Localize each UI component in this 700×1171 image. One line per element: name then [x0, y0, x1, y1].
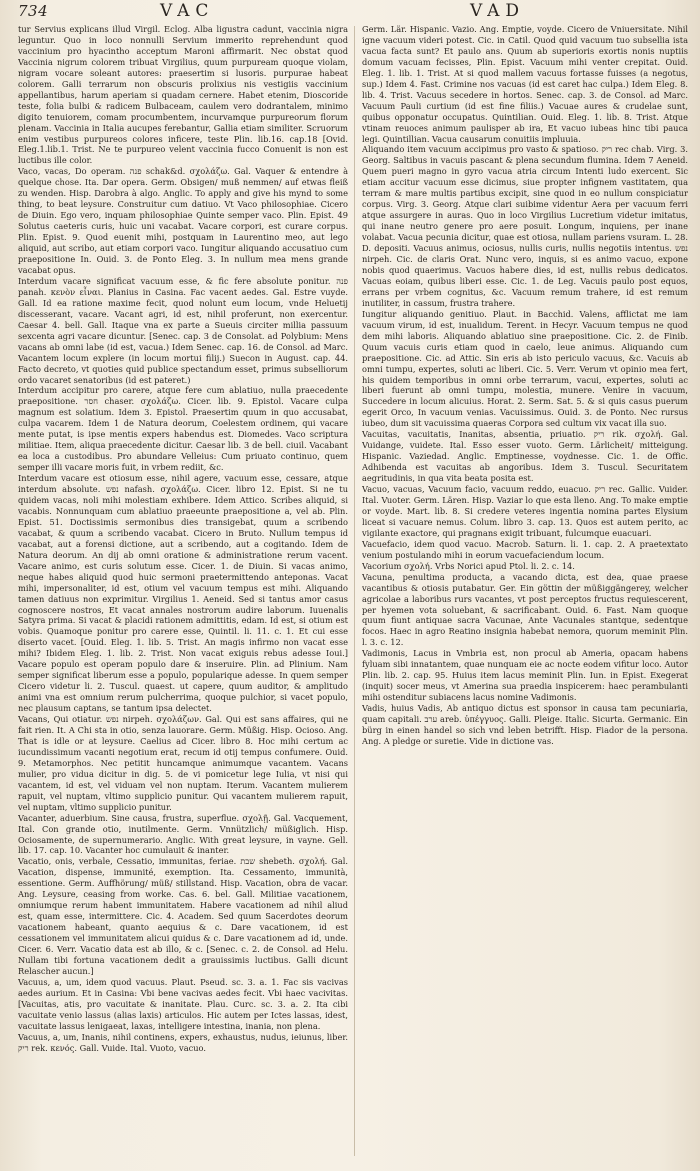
column-divider — [354, 26, 355, 1156]
entry-paragraph: Vacuus, a, um, Inanis, nihil continens, expers, exhaustus, nudus, ieiunus, liber. ריק rek. κενός. Gall. Vuide. Ital. Vuoto, vacuo. — [18, 1031, 348, 1053]
running-header — [0, 0, 700, 22]
entry-paragraph: Vacuefacio, idem quod vacuo. Macrob. Saturn. li. 1. cap. 2. A praetextato venium postulando mihi in eorum vacuefaciendum locum. — [362, 538, 688, 560]
entry-paragraph: Vacuna, penultima producta, a vacando dicta, est dea, quae praese vacantibus & otiosis putabatur. Ger. Ein göttin der müßiggängerey, welcher agricolae a laboribus rurs vacantes, vt post perceptos fructus requiescerent, per hyemen vota soluebant, & sacrificabant. Ouid. 6. Fast. Nam quoque quum fiunt antiquae sacra Vacunae, Ante Vacunales stantque, sedentque focos. Haec in agro Reatino insignia habebat nemora, quorum meminit Plin. l. 3. c. 12. — [362, 571, 688, 648]
entry-paragraph: Vacanter, aduerbium. Sine causa, frustra, superflue. σχολῇ. Gal. Vacquement, Ital. Con grande otio, inutilmente. Germ. Vnnützlich/ müßiglich. Hisp. Ociosamente, de supernumerario. Anglic. With great leysure, in vayne. Gell. lib. 17. cap. 10. Vacanter hoc cumulauit & inanter. — [18, 812, 348, 856]
entry-paragraph: Vadimonis, Lacus in Vmbria est, non procul ab Ameria, opacam habens fyluam sibi innatantem, quae nunquam eie ac nocte eodem vifitur loco. Autor Plin. lib. 2. cap. 95. Huius item lacus meminit Plin. Iun. in Epist. Exegerat (inquit) socer meus, vt Amerina sua praedia inspicerem: haec perambulanti mihi ostenditur subiacens lacus nomine Vadimonis. — [362, 648, 688, 703]
entry-paragraph: Aliquando item vacuum accipimus pro vasto & spatioso. ריק rec chab. Virg. 3. Georg. Saltibus in vacuis pascant & plena secundum flumina. Idem 7 Aeneid. Quem pueri magno in gyro vacua atria circum Intenti ludo exercent. Sic etiam accitur vacuum esse dicimus, siue propter infignem vastitatem, qua terram & mare multis partibus excipit, sine quod in eo nullum conspiciatur corpus. Virg. 3. Georg. Atque clari suibime videntur Aera per vacuum ferri atque assurgere in auras. Quo in loco Virgilius Lucretium videtur imitatus, qui inane neutro genere pro aere posuit. Longum, inquiens, per inane volabat. Vacua pecunia dicitur, quae est otiosa, nullam pariens vsuram. L. 28. D. depositi. Vacuus animus, ociosus, nullis curis, nullis negotiis intentus. נפש nirpeh. Cic. de claris Orat. Nunc vero, inquis, si es animo vacuo, expone nobis quod quaerimus. Vacuos habere dies, id est, nullis rebus dedicatos. Vacuas eoiam, quibus liberi esse. Cic. 1. de Leg. Vacuis paulo post equos, errans per vrbem cognitus, &c. Vacuum remum trahere, id est remum inutiliter, in cassum, frustra trahere. — [362, 144, 688, 308]
entry-paragraph: Vacatio, onis, verbale, Cessatio, immunitas, feriae. שבת shebeth. σχολή. Gal. Vacation, dispense, immunité, exemption. Ita. Cessamento, immunità, essentione. Germ. Auffhörung/ müß/ stillstand. Hisp. Vacation, obra de vacar. Ang. Leysure, ceasing from worke. Cas. 6. bel. Gall. Militiae vacationem, omniumque rerum habent immunitatem. Habere vacationem ad nihil aliud est, quam esse, intermittere. Cic. 4. Academ. Sed quum Sacerdotes deorum vacationem habeant, quanto aequius & c. Dare vacationem, id est cessationem vel immunitatem alicui quidus & c. Dare vacationem ad id, unde. Cicer. 6. Verr. Vacatio data est ab illo, & c. [Senec. c. 2. de Consol. ad Helu. Nullam tibi fortuna vacationem dedit a grauissimis luctibus. Galli dicunt Relascher aucun.] — [18, 856, 348, 976]
left-column — [18, 24, 348, 1159]
entry-paragraph: Vacuo, vacuas, Vacuum facio, vacuum reddo, euacuo. ריק rec. Gallic. Vuider. Ital. Vuoter. Germ. Lären. Hisp. Vaziar lo que esta lleno. Ang. To make emptie or voyde. Mart. lib. 8. Si credere veteres ingentia nomina partes Elysium liceat si vacuare nemus. Colum. libro 3. cap. 13. Quos est autem perito, ac vigilante exactore, qui pragnans exigit tribuant, fulcumque euacuari. — [362, 484, 688, 538]
right-running-head: VAD — [470, 1, 526, 21]
entry-paragraph: Interdum accipitur pro carere, atque fere cum ablatiuo, nulla praecedente praepositione. חסר chaser. σχολάζω. Cicer. lib. 9. Epistol. Vacare culpa magnum est solatium. Idem 3. Epistol. Praesertim quum in quo accusabat, culpa vacarem. Idem 1 de Natura deorum, Coelestem ordinem, qui vacare mente putat, is ipse mentis expers habendus est. Diomedes. Vaco scriptura militiae. Item, aliqua praecedente dicitur. Caesar lib. 3 de bell. ciuil. Vacabant ea loca a custodibus. Pro abundare Velleius: Cum priuato continuo, quem semper illi vacare moris fuit, in vrbem rediit, &c. — [18, 385, 348, 473]
entry-paragraph: Vadis, huius Vadis, Ab antiquo dictus est sponsor in causa tam pecuniaria, quam capitali. ערב areb. ὑπέγγυος. Galli. Pleige. Italic. Sicurta. Germanic. Ein bürg in einen handel so sich vnd leben betrifft. Hisp. Fiador de la persona. Ang. A pledge or suretie. Vide in dictione vas. — [362, 703, 688, 746]
page-number: 734 — [18, 2, 49, 20]
entry-paragraph: Interdum vacare significat vacuum esse, & fic fere absolute ponitur. פנה panah. κενὸν εἶναι. Planius in Casina. Fac vacent aedes. Gal. Estre vuyde. Gall. Id ea ratione maxime fecit, quod nolunt eum locum, vnde Heluetij discesserant, vacare. Vacant agri, id est, nihil proferunt, non exercentur. Caesar 4. bell. Gall. Itaque vna ex parte a Sueuis circiter millia passuum sexcenta agri vacare dicuntur. [Senec. cap. 3 de Consolat. ad Polybium: Mens vacans ab omni labe (id est, vacua.) Idem Senec. cap. 16. de Consol. ad Marc. Vacantem locum explere (in locum mortui filij.) Suecon in August. cap. 44. Facto decreto, vt quoties quid publice spectandum esset, primus subselliorum ordo vacaret senatoribus (id est pateret.) — [18, 275, 348, 385]
entry-paragraph: Vacuitas, vacuitatis, Inanitas, absentia, priuatio. ריק rik. σχολή. Gal. Vuidange, vuidete. Ital. Esso esser vuoto. Germ. Lärlicheit/ mitteigung. Hispanic. Vaziedad. Anglic. Emptinesse, voydnesse. Cic. 1. de Offic. Adhibenda est vacuitas ab angoribus. Idem 3. Tuscul. Securitatem aegritudinis, in qua vita beata posita est. — [362, 429, 688, 484]
entry-paragraph: Vacorium σχολή. Vrbs Norici apud Ptol. li. 2. c. 14. — [362, 560, 575, 571]
entry-paragraph: tur Servius explicans illud Virgil. Eclog. Alba ligustra cadunt, vaccinia nigra leguntur. Quo in loco nonnulli Servium immerito reprehendunt quod vaccinium pro hyacintho acceptum Maroni affirmarit. Nec obstat quod Vaccinia nigrum colorem tribuat Virgilius, quum purpuream quoque violam, nigram vocare soleant autores: praesertim si lusoris. purpurae habeat colorem. Galli terrarum non obscuris prolixius nis vestigiis vaccinium appellantibus, harum aperiam si quadam cernere. Habet etenim, Dioscoride teste, folia bulbi & radicem Bulbaceam, caulem vero dodrantalem, minimo digito tenuiorem, comam procumbentem, incurvamque purpureorum florum plenam. Vaccinia in Italia aucupes ferebantur, Gallia etiam similiter. Scruorum enim vestibus purpureos colores inficere, teste Plin. lib.16. cap.18 [Ovid. Eleg.1.lib.1. Trist. Ne te purpureo velent vaccinia fucco Conuenit is non est luctibus ille color. — [18, 24, 348, 166]
right-column — [362, 24, 688, 1159]
entry-paragraph: Iungitur aliquando genitiuo. Plaut. in Bacchid. Valens, afflictat me iam vacuum virum, id est, inualidum. Terent. in Hecyr. Vacuum tempus ne quod dem mihi laboris. Aliquando ablatiuo sine praepositione. Cic. 2. de Finib. Quum vacuis curis etiam quod in caelo, leue animus. Aliquando cum praepositione. Cic. ad Attic. Sin eris ab isto periculo vacuus, &c. Vacuis ab omni tumpu, expertes, soluti ac liberi. Cic. 5. Verr. Verum vt opinio mea fert, his quidem temporibus in omni orbe terrarum, vacui, expertes, soluti ac liberi fuerunt ab omni tumpu, molestia, munere. Venire in vacuum, Succedere in locum alicuius. Horat. 2. Serm. Sat. 5. & si quis casus puerum egerit Orco, In vacuum venias. Vacuissimus. Ouid. 3. de Ponto. Nec rursus iubeo, dum sit vacuissima quaeras Corpora sed cultum vix vacat illa suo. — [362, 308, 688, 429]
left-running-head: VAC — [160, 1, 215, 21]
entry-paragraph: Vacuus, a, um, idem quod vacuus. Plaut. Pseud. sc. 3. a. 1. Fac sis vacivas aedes aurium. Et in Casina: Vbi bene vacivas aedes fecit. Vbi haec vacivitas. [Vacuitas, atis, pro vacuitate & inanitate. Plau. Curc. sc. 3. a. 2. Ita cibi vacuitate venio lassus (alias laxis) articulos. Hic autem per Ictes lassas, idest, vacuitate lassus lenigaeat, laxas, intelligere intestina, inania, non plena. — [18, 976, 348, 1031]
entry-paragraph: Germ. Lär. Hispanic. Vazio. Ang. Emptie, voyde. Cicero de Vniuersitate. Nihil igne vacuum videri potest. Cic. in Catil. Quod quid vacuum tuo subsellia ista vacua facta sunt? Et paulo ans. Quum ab superioris exortis nonis nuptiis domum vacuam fecisses, Plin. Epist. Vacuum mihi venter crepitat. Ouid. Eleg. 1. lib. 1. Trist. At si quod mallem vacuus fortasse fuisses (a negotus, sup.) Idem 4. Fast. Crimine nos vacuas (id est caret hac culpa.) Idem Eleg. 8. lib. 4. Trist. Vacuus secedere in hortos. Senec. cap. 3. de Consol. ad Marc. Vacuum Pauli curtium (id est fine filiis.) Vacuae aures & crudelae sunt, quibus opponatur occupatus. Quintilian. Ouid. Eleg. 1. lib. 8. Trist. Atque vtinam reuoces animum paulisper ab ira, Et vacuo iubeas hinc tibi pauca legi. Quintillian. Vacua causarum conuitiis impluuia. — [362, 24, 688, 144]
entry-paragraph: Interdum vacare est otiosum esse, nihil agere, vacuum esse, cessare, atque interdum absolute. נפש nafash. σχολάζω. Cicer. libro 12. Epist. Si ne tu quidem vacas, noli mihi molestiam exhibere. Idem Attico. Scribes aliquid, si vacabis. Nonnunquam cum ablatiuo praeeunte praepositione a, vel ab. Plin. Epist. 51. Doctissimis sermonibus dies transigebat, quum a scribendo vacabat, & quum a scribendo vacabat. Cicero in Bruto. Nullum tempus id vacabat, aut a forensi dictione, aut a scribendo, aut a cogitando. Idem de Natura deorum. An dij ab omni oratione & administratione rerum vacent. Vacare animo, est curis solutum esse. Cicer. 1. de Diuin. Si vacas animo, neque habes aliquid quod huic sermoni praetermittendo anteponas. Vacat mihi, impersonaliter, id est, otium vel vacuum tempus est mihi. Aliquando tamen datiuus non exprimitur. Virgilius 1. Aeneid. Sed si tantus amor casus cognoscere nostros, Et vacat annales nostrorum audire laborum. Iuuenalis Satyra prima. Si vacat & placidi rationem admittitis, edam. Id est, si otium est vobis. Quamoque ponitur pro carere esse, Quintil. li. 11. c. 1. Et cui esse diserto vacet. [Ouid. Eleg. 1. lib. 5. Trist. An magis infirmo non vacat esse mihi? Ibidem Eleg. 1. lib. 2. Trist. Non vacat exiguis rebus adesse Ioui.] Vacare populo est operam populo dare & inseruire. Plin. ad Plinium. Nam semper significat liberum esse a populo, popularique adesse. In quem semper Cicero videtur li. 2. Tuscul. quaest. ut capere, quum auditor, & amplitudo animi vna est omnium rerum pulcherrima, quoque pulchior, si vacet populo, nec plausum captans, se tantum ipsa delectet. — [18, 473, 348, 714]
entry-paragraph: Vaco, vacas, Do operam. פנה schak&d. σχολάζω. Gal. Vaquer & entendre à quelque chose. Ita. Dar opera. Germ. Obsigen/ muß nemmen/ auf etwas fleiß zu wenden. Hisp. Darobra à algo. Anglic. To apply and give his mynd to some thing, to beat leysure. Construitur cum datiuo. Vt Vaco philosophiae. Cicero de Diuin. Ego vero, inquam philosophiae Quinte semper vaco. Plin. Epist. 49 Solutus caeteris curis, huic uni vacabat. Vacare corpori, est curare corpus. Plin. Epist. 9. Quod euenit mihi, postquam in Laurentino meo, aut lego aliquid, aut scribo, aut etiam corpori vaco. Iungitur aliquando accusatiuo cum praepositione In. Ouid. 3. de Ponto Eleg. 3. In nullum mea mens grande vacabat opus. — [18, 166, 348, 275]
entry-paragraph: Vacans, Qui otiatur. נפש nirpeh. σχολάζων. Gal. Qui est sans affaires, qui ne fait rien. It. A Chi sta in otio, senza lauorare. Germ. Müßig. Hisp. Ocioso. Ang. That is idle or at leysure. Caelius ad Cicer. libro 8. Hoc mihi certum ac iucundissimum vacanti negotium erat, recum id otij tempus confumere. Ouid. 9. Metamorphos. Nec petitit huncamque animumque vacantem. Vacans mulier, pro vidua dicitur in dig. 5. de vi pomicetur lege Iulia, vt nisi qui vacantem, id est, vel viduam vel non nuptam. Iterum. Vacantem mulierem rapuit, vel nuptam, vltimo supplicio punitur. Qui vacantem mulierem rapuit, vel nuptam, vltimo supplicio punitur. — [18, 714, 348, 812]
